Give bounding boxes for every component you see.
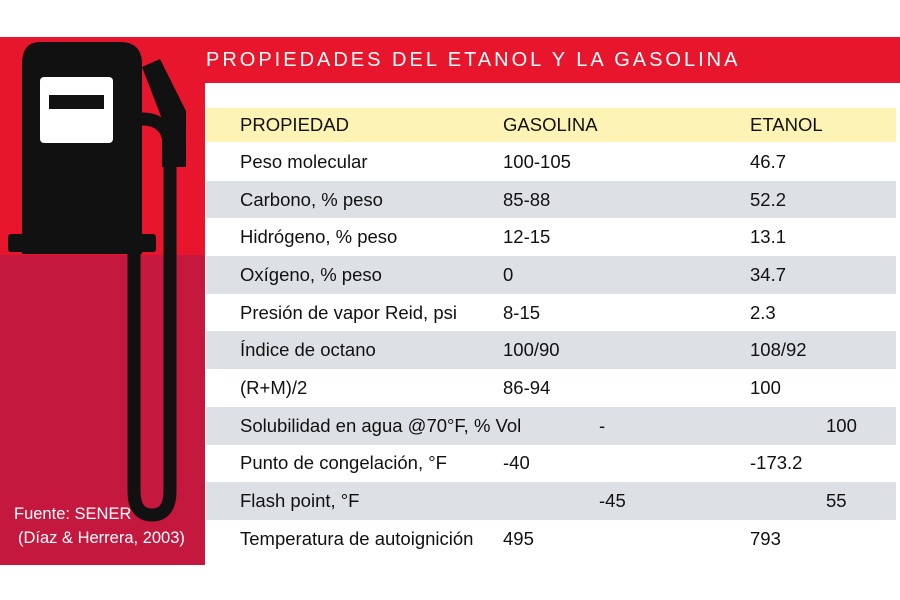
header-gasolina: GASOLINA bbox=[503, 114, 598, 135]
page-title: PROPIEDADES DEL ETANOL Y LA GASOLINA bbox=[206, 49, 741, 71]
cell-property: Índice de octano bbox=[240, 339, 376, 361]
cell-gasoline: 85-88 bbox=[503, 188, 551, 210]
table-row bbox=[206, 256, 896, 294]
cell-ethanol: 100 bbox=[750, 376, 781, 398]
table-row bbox=[206, 143, 896, 181]
cell-property: (R+M)/2 bbox=[240, 376, 308, 398]
source-line-2: (Díaz & Herrera, 2003) bbox=[18, 529, 185, 547]
cell-ethanol: 793 bbox=[750, 527, 781, 549]
table-row bbox=[206, 520, 896, 558]
cell-property: Oxígeno, % peso bbox=[240, 263, 382, 285]
cell-gasoline: 100-105 bbox=[503, 150, 571, 172]
cell-gasoline: 86-94 bbox=[503, 376, 551, 398]
cell-gasoline: 0 bbox=[503, 263, 514, 285]
table-row bbox=[206, 181, 896, 219]
cell-property: Temperatura de autoignición bbox=[240, 527, 474, 549]
table-row bbox=[206, 331, 896, 369]
cell-property: Carbono, % peso bbox=[240, 188, 383, 210]
table-row bbox=[206, 407, 896, 445]
cell-ethanol: 108/92 bbox=[750, 339, 807, 361]
cell-ethanol: 55 bbox=[826, 490, 847, 512]
cell-ethanol: 100 bbox=[826, 414, 857, 436]
source-line-1: Fuente: SENER bbox=[14, 505, 132, 523]
cell-property: Punto de congelación, °F bbox=[240, 452, 447, 474]
table-row bbox=[206, 294, 896, 332]
cell-ethanol: 34.7 bbox=[750, 263, 787, 285]
cell-property: Peso molecular bbox=[240, 150, 368, 172]
table-row bbox=[206, 369, 896, 407]
cell-property: Solubilidad en agua @70°F, % Vol bbox=[240, 414, 522, 436]
properties-table bbox=[206, 108, 896, 558]
cell-gasoline: -45 bbox=[599, 490, 626, 512]
cell-property: Hidrógeno, % peso bbox=[240, 226, 398, 248]
source-note bbox=[14, 502, 185, 550]
table-row bbox=[206, 218, 896, 256]
cell-ethanol: 52.2 bbox=[750, 188, 787, 210]
table-row bbox=[206, 482, 896, 520]
header-etanol: ETANOL bbox=[750, 114, 823, 135]
cell-ethanol: 46.7 bbox=[750, 150, 787, 172]
cell-gasoline: 8-15 bbox=[503, 301, 541, 323]
cell-gasoline: -40 bbox=[503, 452, 530, 474]
cell-gasoline: 495 bbox=[503, 527, 534, 549]
cell-ethanol: -173.2 bbox=[750, 452, 803, 474]
cell-gasoline: - bbox=[599, 414, 606, 436]
fuel-pump-icon bbox=[0, 37, 205, 565]
cell-gasoline: 12-15 bbox=[503, 226, 551, 248]
header-propiedad: PROPIEDAD bbox=[240, 114, 349, 135]
cell-ethanol: 13.1 bbox=[750, 226, 787, 248]
cell-gasoline: 100/90 bbox=[503, 339, 560, 361]
cell-property: Presión de vapor Reid, psi bbox=[240, 301, 457, 323]
cell-ethanol: 2.3 bbox=[750, 301, 776, 323]
table-header-row bbox=[206, 108, 896, 142]
cell-property: Flash point, °F bbox=[240, 490, 360, 512]
table-row bbox=[206, 445, 896, 483]
